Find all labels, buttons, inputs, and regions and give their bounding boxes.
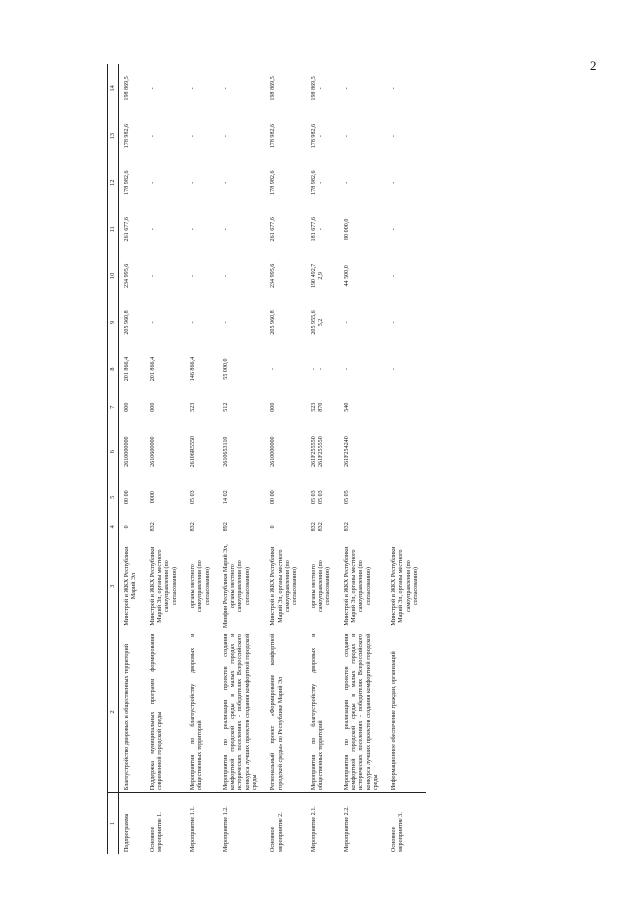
cell-responsible: Минстрой и ЖКХ Республики Марий Эл, органы местного самоуправления (по согласованию) — [391, 546, 420, 626]
cell-amount-col-14: - — [222, 87, 229, 90]
cell-section-code: 0000 — [149, 491, 156, 504]
cell-target-article: 26106R5550 — [189, 435, 196, 468]
cell-amount-col-9: - — [343, 321, 350, 324]
col-header-11: 11 — [108, 206, 119, 253]
cell-amount-col-10: 234 995,6 — [124, 263, 130, 289]
cell-amount-col-13: - — [149, 135, 156, 138]
cell-target-article: 261F255550 261F255550 — [310, 436, 324, 468]
cell-amount-col-11: - — [222, 228, 229, 231]
cell-amount-col-8: 146 866,4 — [189, 356, 196, 382]
col-header-14: 14 — [108, 64, 119, 113]
cell-row-label: Мероприятие 1.1. — [185, 793, 218, 854]
col-header-4: 4 — [108, 513, 119, 541]
cell-expense-type: 512 — [222, 402, 229, 412]
cell-section-code: 00 00 — [270, 490, 277, 505]
table-body — [119, 64, 427, 854]
cell-target-article: 2610600000 — [149, 436, 156, 467]
cell-responsible: Минфин Республики Марий Эл, органы местного самоуправления (по согласованию) — [222, 544, 251, 628]
col-header-3: 3 — [108, 541, 119, 632]
cell-expense-type: 000 — [149, 402, 156, 412]
table-row — [339, 64, 387, 854]
cell-row-label: Основное мероприятие 1. — [145, 793, 185, 854]
col-header-7: 7 — [108, 392, 119, 422]
cell-amount-col-9: 205 955,6 5,2 — [310, 310, 324, 335]
cell-row-label: Мероприятие 1.2. — [218, 793, 266, 854]
cell-amount-col-9: - — [391, 321, 398, 324]
cell-description: Мероприятия по благоустройству дворовых и общественных территорий — [310, 633, 324, 791]
cell-amount-col-11: 261 677,6 — [124, 217, 130, 242]
cell-amount-col-9: - — [189, 321, 196, 324]
cell-amount-col-14: - — [343, 87, 350, 90]
budget-table — [107, 64, 426, 854]
cell-grbs-code: 832 — [343, 522, 350, 532]
cell-amount-col-8: 201 866,4 — [124, 356, 130, 382]
cell-amount-col-13: 178 982,6 - — [310, 123, 324, 149]
cell-amount-col-11: - — [149, 228, 156, 231]
cell-amount-col-10: 44 500,0 — [343, 265, 350, 287]
cell-amount-col-13: - — [343, 135, 350, 138]
cell-amount-col-8: - — [391, 368, 398, 371]
cell-amount-col-12: - — [149, 181, 156, 184]
cell-amount-col-8: 55 000,0 — [222, 358, 229, 380]
cell-amount-col-12: - — [391, 181, 398, 184]
cell-amount-col-14: 198 869,5 — [124, 76, 130, 101]
cell-amount-col-11: 80 000,0 — [343, 218, 350, 240]
cell-amount-col-13: - — [222, 135, 229, 138]
cell-amount-col-9: 205 960,8 — [270, 310, 277, 335]
cell-amount-col-14: - — [391, 87, 398, 90]
cell-amount-col-10: 234 995,6 — [270, 263, 277, 289]
table-row — [265, 64, 305, 854]
cell-responsible: Минстрой и ЖКХ Республики Марий Эл — [124, 546, 138, 626]
cell-amount-col-9: - — [149, 321, 156, 324]
col-header-13: 13 — [108, 113, 119, 160]
cell-amount-col-12: - — [222, 181, 229, 184]
cell-description: Информационное обеспечение граждан, организаций — [391, 651, 398, 791]
cell-target-article: 261F254240 — [343, 436, 350, 468]
cell-amount-col-13: - — [189, 135, 196, 138]
table-row — [218, 64, 266, 854]
table-row — [386, 64, 426, 854]
cell-amount-col-14: 198 869,5 - — [310, 76, 324, 101]
cell-amount-col-12: 178 982,6 - — [310, 170, 324, 195]
cell-row-label: Мероприятие 2.1. — [306, 793, 339, 854]
cell-amount-col-11: - — [391, 228, 398, 231]
cell-amount-col-14: 198 869,5 — [270, 76, 277, 101]
page-number: 2 — [590, 58, 597, 73]
cell-section-code — [386, 481, 426, 513]
rotated-table-container — [107, 64, 527, 854]
cell-row-label: Основное мероприятие 3. — [386, 793, 426, 854]
col-header-5: 5 — [108, 481, 119, 513]
cell-description: Региональный проект «Формирование комфортной городской среды» по Республике Марий Эл — [270, 633, 284, 791]
cell-description: Поддержка муниципальных программ формирования современной городской среды — [149, 633, 163, 791]
cell-expense-type: 000 — [124, 402, 130, 412]
cell-amount-col-10: - — [391, 274, 398, 277]
cell-expense-type — [386, 392, 426, 422]
cell-grbs-code: 0 — [270, 525, 277, 529]
cell-responsible: Минстрой и ЖКХ Республики Марий Эл, органы местного самоуправления (по согласованию) — [270, 546, 299, 626]
table-row — [185, 64, 218, 854]
cell-responsible: органы местного самоуправления (по согласованию) — [189, 560, 211, 613]
cell-amount-col-8: - — [343, 368, 350, 371]
cell-section-code: 00 00 — [124, 490, 130, 505]
cell-amount-col-12: - — [343, 181, 350, 184]
cell-amount-col-13: - — [391, 135, 398, 138]
cell-amount-col-14: - — [189, 87, 196, 90]
cell-amount-col-13: 178 982,6 — [124, 123, 130, 149]
cell-target-article: 2610000000 — [270, 436, 277, 467]
cell-amount-col-11: 181 677,6 - — [310, 217, 324, 242]
cell-row-label: Мероприятие 2.2. — [339, 793, 387, 854]
cell-amount-col-14: - — [149, 87, 156, 90]
cell-expense-type: 540 — [343, 402, 350, 412]
cell-section-code: 05 05 — [343, 490, 350, 505]
cell-amount-col-13: 178 982,6 — [270, 123, 277, 149]
header-row — [108, 64, 119, 854]
cell-expense-type: 523 870 — [310, 402, 324, 412]
cell-section-code: 05 03 — [189, 490, 196, 505]
cell-amount-col-9: - — [222, 321, 229, 324]
cell-expense-type: 000 — [270, 402, 277, 412]
cell-grbs-code: 892 — [222, 522, 229, 532]
col-header-6: 6 — [108, 422, 119, 481]
cell-amount-col-8: 201 866,4 — [149, 356, 156, 382]
cell-description: Благоустройство дворовых и общественных территорий — [124, 644, 130, 791]
cell-target-article — [386, 422, 426, 481]
cell-row-label: Подпрограмма — [119, 793, 145, 854]
cell-row-label: Основное мероприятие 2. — [265, 793, 305, 854]
cell-description: Мероприятия по благоустройству дворовых и общественных территорий — [189, 633, 204, 791]
cell-section-code: 05 03 05 03 — [310, 490, 324, 505]
table-row — [119, 64, 145, 854]
cell-amount-col-8: - - — [310, 368, 324, 371]
cell-amount-col-12: 178 982,6 — [124, 170, 130, 195]
cell-section-code: 14 02 — [222, 490, 229, 505]
cell-amount-col-10: - — [149, 274, 156, 277]
cell-amount-col-11: 261 677,6 — [270, 217, 277, 242]
cell-amount-col-10: 190 492,7 2,9 — [310, 263, 324, 289]
cell-grbs-code: 0 — [124, 525, 130, 529]
cell-amount-col-11: - — [189, 228, 196, 231]
cell-amount-col-8: - — [270, 368, 277, 371]
cell-amount-col-10: - — [222, 274, 229, 277]
cell-responsible: органы местного самоуправления (по согласованию) — [310, 560, 332, 613]
cell-description: Мероприятия по реализации проектов создания комфортной городской среды в малых городах и исторических поселениях - победителях Всероссийского конкурса лучших проектов создания комфортной городской среды — [343, 633, 379, 791]
col-header-12: 12 — [108, 159, 119, 206]
cell-responsible: Минстрой и ЖКХ Республики Марий Эл, органы местного самоуправления (по согласованию) — [149, 546, 178, 626]
col-header-9: 9 — [108, 299, 119, 346]
cell-amount-col-12: - — [189, 181, 196, 184]
col-header-2: 2 — [108, 632, 119, 793]
cell-grbs-code: 832 — [189, 522, 196, 532]
col-header-1: 1 — [108, 793, 119, 854]
cell-amount-col-9: 205 960,8 — [124, 310, 130, 335]
cell-grbs-code — [386, 513, 426, 541]
cell-responsible: Минстрой и ЖКХ Республики Марий Эл, органы местного самоуправления (по согласованию) — [343, 546, 372, 626]
cell-target-article: 2610000000 — [124, 436, 130, 467]
col-header-10: 10 — [108, 253, 119, 300]
cell-expense-type: 523 — [189, 402, 196, 412]
cell-grbs-code: 832 832 — [310, 522, 324, 532]
cell-grbs-code: 832 — [149, 522, 156, 532]
cell-description: Мероприятия по реализации проектов создания комфортной городской среды в малых городах и исторических поселениях - победителях Всероссийского конкурса лучших проектов создания комфортной городской среды — [222, 633, 259, 791]
cell-target-article: 2610653110 — [222, 436, 229, 467]
table-row — [145, 64, 185, 854]
table-row — [306, 64, 339, 854]
cell-amount-col-10: - — [189, 274, 196, 277]
cell-amount-col-12: 178 982,6 — [270, 170, 277, 195]
col-header-8: 8 — [108, 346, 119, 393]
